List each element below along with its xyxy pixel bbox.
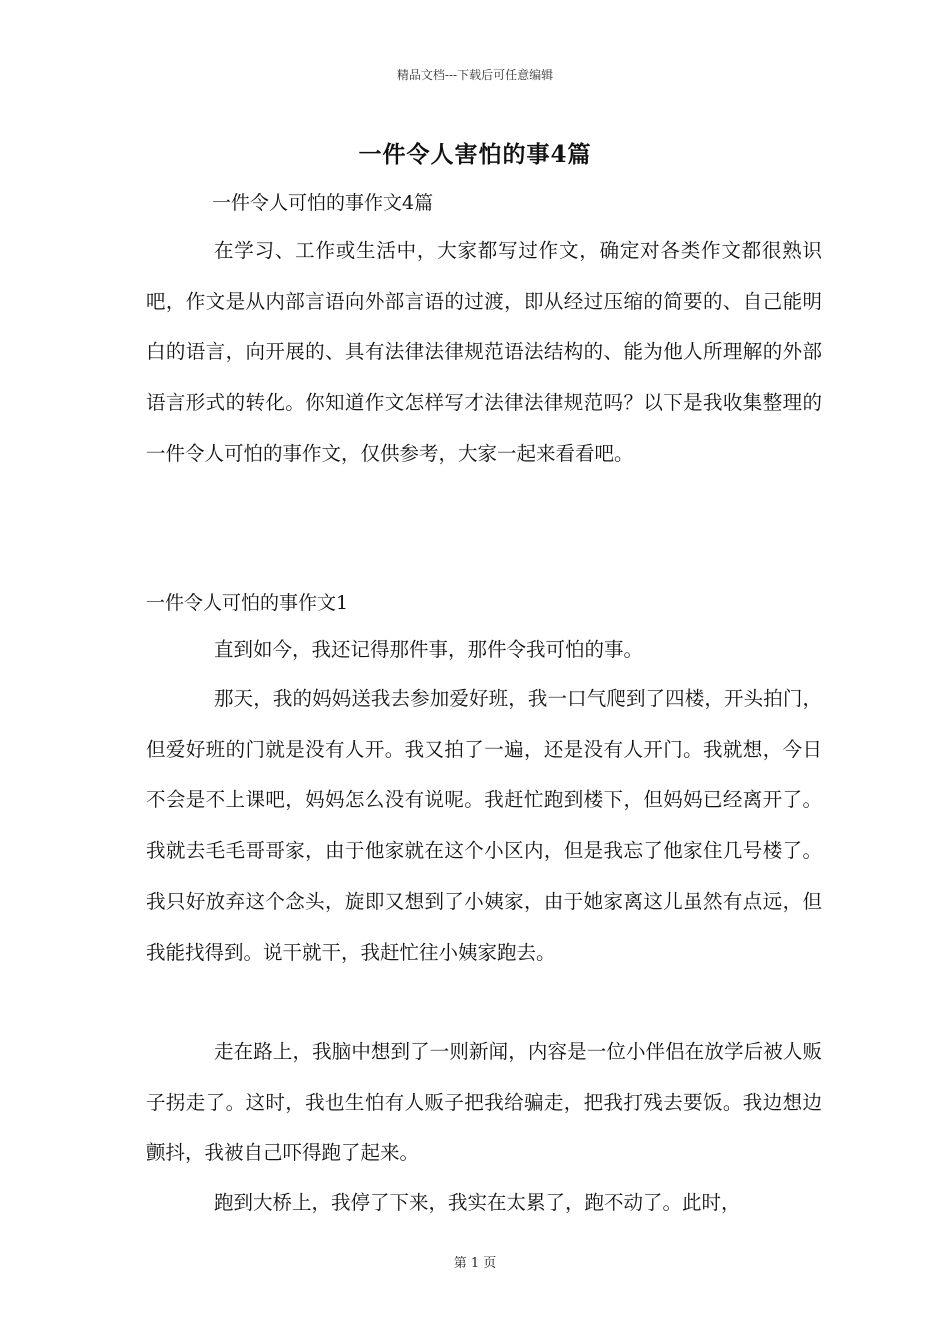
header-note: 精品文档---下载后可任意编辑 xyxy=(396,68,554,82)
intro-paragraph: 在学习、工作或生活中，大家都写过作文，确定对各类作文都很熟识吧，作文是从内部言语向外部言语的过渡，即从经过压缩的简要的、自己能明白的语言，向开展的、具有法律法律规范语法结构的、能为他人所理解的外部语言形式的转化。你知道作文怎样写才法律法律规范吗？以下是我收集整理的一件令人可怕的事作文，仅供参考，大家一起来看看吧。 xyxy=(146,239,822,465)
paragraph-3: 走在路上，我脑中想到了一则新闻，内容是一位小伴侣在放学后被人贩子拐走了。这时，我也生怕有人贩子把我给骗走，把我打残去要饭。我边想边颤抖，我被自己吓得跑了起来。 xyxy=(146,1040,822,1165)
document-subtitle: 一件令人可怕的事作文4篇 xyxy=(212,192,434,214)
paragraph-2: 那天，我的妈妈送我去参加爱好班，我一口气爬到了四楼，开头拍门，但爱好班的门就是没有人开。我又拍了一遍，还是没有人开门。我就想，今日不会是不上课吧，妈妈怎么没有说呢。我赶忙跑到楼下，但妈妈已经离开了。我就去毛毛哥哥家，由于他家就在这个小区内，但是我忘了他家住几号楼了。我只好放弃这个念头，旋即又想到了小姨家，由于她家离这儿虽然有点远，但我能找得到。说干就干，我赶忙往小姨家跑去。 xyxy=(146,687,822,964)
page-number: 第 1 页 xyxy=(453,1256,497,1271)
paragraph-4: 跑到大桥上，我停了下来，我实在太累了，跑不动了。此时， xyxy=(214,1191,741,1214)
paragraph-1: 直到如今，我还记得那件事，那件令我可怕的事。 xyxy=(214,638,644,661)
section-heading: 一件令人可怕的事作文1 xyxy=(146,592,349,614)
document-title: 一件令人害怕的事4篇 xyxy=(358,141,592,168)
